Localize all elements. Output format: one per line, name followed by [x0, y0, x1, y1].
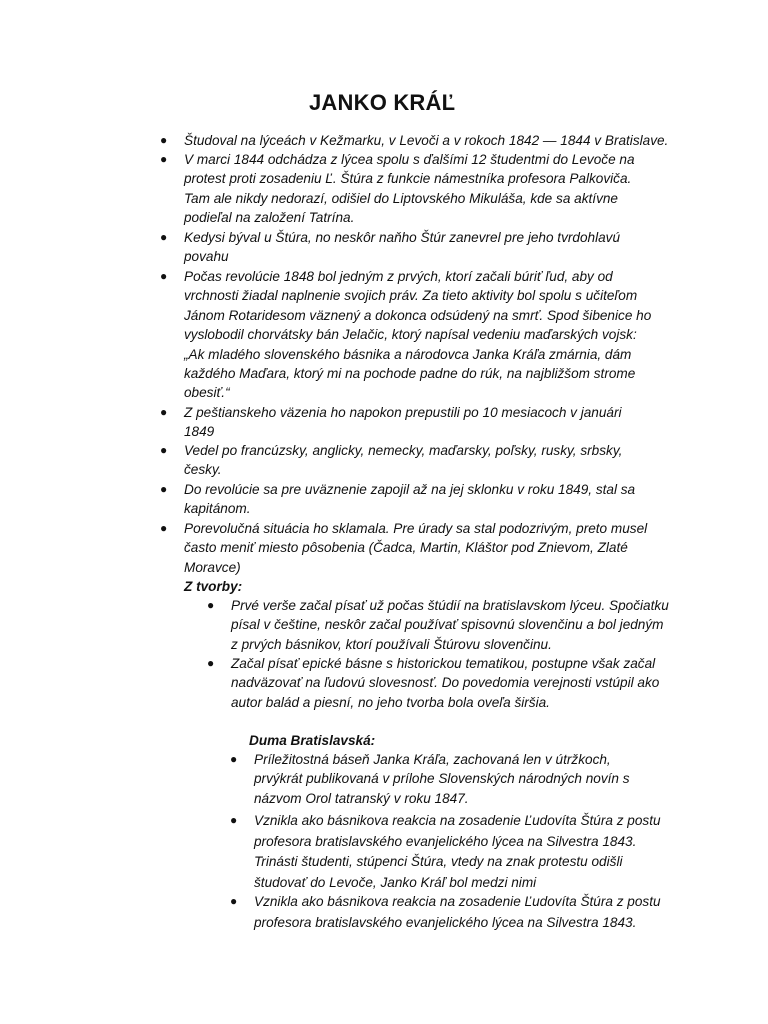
- list-item: V marci 1844 odchádza z lýcea spolu s ďalšími 12 študentmi do Levoče na protest proti zosadeniu Ľ. Štúra z funkcie námestníka profesora Palkoviča. Tam ale nikdy nedorazí, odišiel do Liptovského Mikuláša, kde sa aktívne podieľal na založení Tatrína.: [184, 152, 635, 226]
- bullet-icon: ●: [160, 405, 168, 419]
- list-item: Prvé verše začal písať už počas štúdií na bratislavskom lýceu. Spočiatku písal v češtine, neskôr začal používať spisovnú slovenčinu a bol jedným z prvých básnikov, ktorí používali Štúrovu slovenčinu.: [231, 598, 669, 652]
- bullet-icon: ●: [160, 482, 168, 496]
- list-item: Vznikla ako básnikova reakcia na zosadenie Ľudovíta Štúra z postu profesora bratislavského evanjelického lýcea na Silvestra 1843.: [254, 894, 661, 930]
- bullet-icon: ●: [160, 521, 168, 535]
- bullet-icon: ●: [207, 656, 215, 670]
- list-item: Začal písať epické básne s historickou tematikou, postupne však začal nadväzovať na ľudovú slovesnosť. Do povedomia verejnosti vstúpil ako autor balád a piesní, no jeho tvorba bola oveľa širšia.: [231, 656, 660, 710]
- bullet-icon: ●: [160, 230, 168, 244]
- list-item: Počas revolúcie 1848 bol jedným z prvých, ktorí začali búriť ľud, aby od vrchnosti žiadal naplnenie svojich práv. Za tieto aktivity bol spolu s učiteľom Jánom Rotaridesom väznený a dokonca odsúdený na smrť. Spod šibenice ho vyslobodil chorvátsky bán Jelačic, ktorý napísal vedeniu maďarských vojsk: „Ak mladého slovenského básnika a národovca Janka Kráľa zmárnia, dám každého Maďara, ktorý mi na pochode padne do rúk, na najbližšom strome obesiť.“: [184, 269, 652, 401]
- bullet-icon: ●: [160, 152, 168, 166]
- list-item: Vedel po francúzsky, anglicky, nemecky, maďarsky, poľsky, rusky, srbsky, česky.: [184, 443, 623, 478]
- list-item: Vznikla ako básnikova reakcia na zosadenie Ľudovíta Štúra z postu profesora bratislavského evanjelického lýcea na Silvestra 1843. Trinásti študenti, stúpenci Štúra, vtedy na znak protestu odišli študovať do Levoče, Janko Kráľ bol medzi nimi: [254, 813, 661, 890]
- list-item: Do revolúcie sa pre uväznenie zapojil až na jej sklonku v roku 1849, stal sa kapitánom.: [184, 482, 636, 517]
- list-item: Porevolučná situácia ho sklamala. Pre úrady sa stal podozrivým, preto musel často meniť miesto pôsobenia (Čadca, Martin, Kláštor pod Znievom, Zlaté Moravce): [184, 521, 648, 575]
- bullet-icon: ●: [230, 813, 238, 827]
- list-item: Z peštianskeho väzenia ho napokon prepustili po 10 mesiacoch v januári 1849: [184, 405, 622, 440]
- section-heading: Z tvorby:: [184, 579, 243, 594]
- bullet-icon: ●: [160, 443, 168, 457]
- bullet-icon: ●: [160, 133, 168, 147]
- page-title: JANKO KRÁĽ: [309, 90, 456, 115]
- list-item: Príležitostná báseň Janka Kráľa, zachovaná len v útržkoch, prvýkrát publikovaná v prílohe Slovenských národných novín s názvom Orol tatranský v roku 1847.: [254, 752, 630, 806]
- bullet-icon: ●: [230, 752, 238, 766]
- list-item: Študoval na lýceách v Kežmarku, v Levoči a v rokoch 1842 — 1844 v Bratislave.: [184, 133, 669, 148]
- bullet-icon: ●: [160, 269, 168, 283]
- bullet-icon: ●: [207, 598, 215, 612]
- section-heading: Duma Bratislavská:: [249, 733, 376, 748]
- bullet-icon: ●: [230, 894, 238, 908]
- list-item: Kedysi býval u Štúra, no neskôr naňho Štúr zanevrel pre jeho tvrdohlavú povahu: [184, 230, 621, 265]
